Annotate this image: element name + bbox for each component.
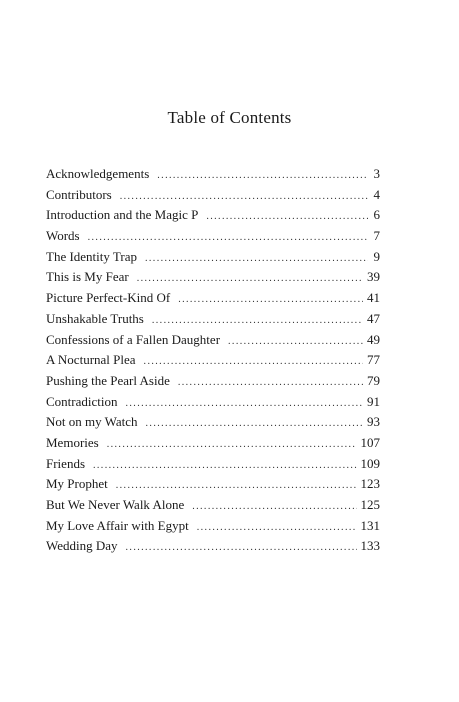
toc-entry [46, 205, 380, 226]
toc-entry-title: Introduction and the Magic P [46, 207, 199, 223]
toc-entry [46, 454, 380, 475]
toc-entry [46, 185, 380, 206]
dot-leader [137, 269, 363, 290]
dot-leader [126, 538, 357, 559]
toc-entry-page-number: 123 [360, 476, 380, 492]
toc-entry [46, 495, 380, 516]
toc-entry [46, 536, 380, 557]
toc-entry-page-number: 6 [373, 207, 380, 223]
dot-leader [178, 373, 363, 394]
dot-leader [93, 456, 357, 477]
toc-entry-page-number: 131 [360, 517, 380, 533]
dot-leader [228, 332, 363, 353]
toc-entry-page-number: 47 [367, 310, 380, 326]
dot-leader [116, 476, 357, 497]
toc-entry [46, 350, 380, 371]
toc-entry-page-number: 4 [373, 186, 380, 202]
toc-entry [46, 371, 380, 392]
toc-entry [46, 247, 380, 268]
toc-entry [46, 330, 380, 351]
toc-entry [46, 288, 380, 309]
dot-leader [144, 352, 363, 373]
dot-leader [178, 290, 363, 311]
dot-leader [206, 207, 368, 228]
toc-entry-title: Contradiction [46, 393, 118, 409]
toc-entry-title: The Identity Trap [46, 248, 137, 264]
toc-entry-title: Memories [46, 434, 99, 450]
toc-entry-page-number: 77 [367, 352, 380, 368]
toc-entry-page-number: 49 [367, 331, 380, 347]
toc-entry-title: This is My Fear [46, 269, 129, 285]
page-title: Table of Contents [167, 108, 292, 127]
toc-entry-page-number: 7 [373, 228, 380, 244]
toc-entry-title: Pushing the Pearl Aside [46, 372, 170, 388]
toc-entry-page-number: 133 [360, 538, 380, 554]
toc-entry-title: A Nocturnal Plea [46, 352, 136, 368]
dot-leader [192, 497, 356, 518]
toc-entry [46, 226, 380, 247]
toc-entry-page-number: 39 [367, 269, 380, 285]
toc-entry-page-number: 125 [360, 497, 380, 512]
toc-entry-title: Confessions of a Fallen Daughter [46, 331, 221, 347]
toc-entry-title: My Love Affair with Egypt [46, 517, 189, 533]
dot-leader [145, 249, 368, 270]
dot-leader [88, 228, 368, 249]
toc-entry-title: Unshakable Truths [46, 310, 144, 326]
dot-leader [126, 394, 364, 415]
toc-entry-title: Contributors [46, 186, 112, 202]
toc-entry-title: Not on my Watch [46, 414, 138, 430]
toc-entry-title: Picture Perfect-Kind Of [46, 290, 171, 306]
toc-entry-title: Acknowledgements [46, 166, 150, 181]
toc-entry-title: Words [46, 228, 80, 244]
dot-leader [197, 518, 357, 539]
toc-entry [46, 412, 380, 433]
toc-entry-title: But We Never Walk Alone [46, 497, 185, 512]
toc-entry [46, 164, 380, 185]
dot-leader [146, 414, 363, 435]
toc-entry-page-number: 93 [367, 414, 380, 430]
table-of-contents [46, 164, 380, 557]
toc-entry [46, 516, 380, 537]
toc-entry [46, 267, 380, 288]
toc-entry-title: Friends [46, 455, 85, 471]
toc-entry-page-number: 79 [367, 372, 380, 388]
toc-entry-page-number: 9 [373, 248, 380, 264]
toc-entry [46, 309, 380, 330]
dot-leader [120, 187, 368, 208]
toc-entry-page-number: 41 [367, 290, 380, 306]
toc-entry [46, 474, 380, 495]
dot-leader [107, 435, 357, 456]
toc-entry-page-number: 107 [360, 434, 380, 450]
toc-entry-title: Wedding Day [46, 538, 118, 554]
toc-entry-page-number: 109 [360, 455, 380, 471]
toc-entry-title: My Prophet [46, 476, 108, 492]
toc-entry [46, 392, 380, 413]
dot-leader [157, 166, 368, 187]
dot-leader [152, 311, 363, 332]
toc-entry-page-number: 3 [373, 166, 380, 181]
toc-entry [46, 433, 380, 454]
toc-entry-page-number: 91 [367, 393, 380, 409]
